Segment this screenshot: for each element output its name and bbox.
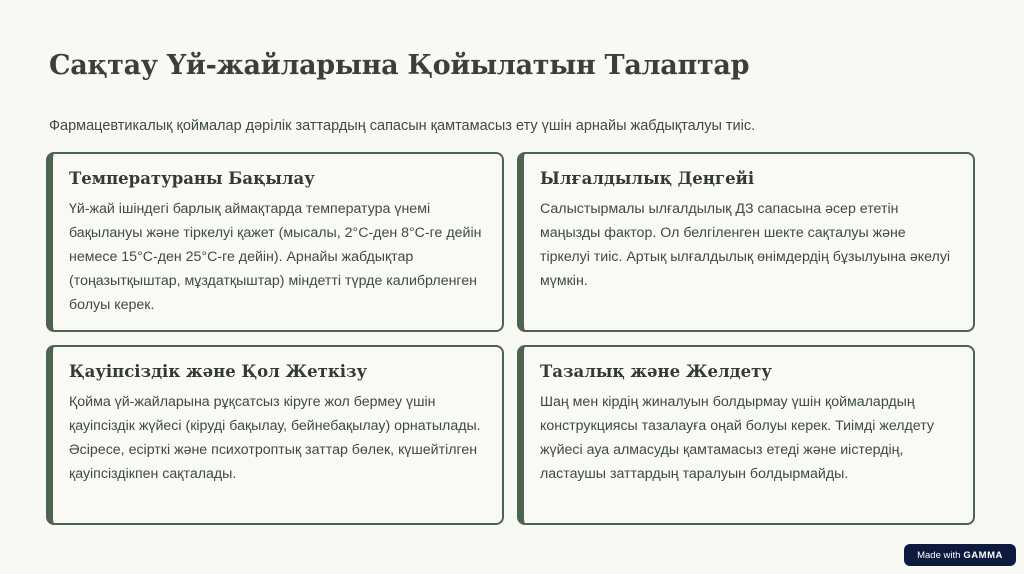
card-text: Үй-жай ішіндегі барлық аймақтарда температура үнемі бақылануы және тіркелуі қажет (мысалы, 2°C-ден 8°C-ге дейін немесе 15°C-ден 25°C-ге дейін). Арнайы жабдықтар (тоңазытқыштар, мұздатқыштар) міндетті түрде калибрленген болуы керек. <box>69 201 482 313</box>
card-humidity-level <box>517 152 975 332</box>
made-with-gamma-badge[interactable] <box>904 544 1016 566</box>
page-subtitle: Фармацевтикалық қоймалар дәрілік заттардың сапасын қамтамасыз ету үшін арнайы жабдықталуы тиіс. <box>49 118 756 134</box>
card-title: Тазалық және Желдету <box>540 362 772 381</box>
card-title: Температураны Бақылау <box>69 169 315 188</box>
card-temperature-control <box>46 152 504 332</box>
page-title: Сақтау Үй-жайларына Қойылатын Талаптар <box>49 50 750 81</box>
card-text: Шаң мен кірдің жиналуын болдырмау үшін қоймалардың конструкциясы тазалауға оңай болуы керек. Тиімді желдету жүйесі ауа алмасуды қамтамасыз етеді және иістердің, ластаушы заттардың таралуын болдырмайды. <box>540 394 934 482</box>
card-cleanliness-ventilation <box>517 345 975 525</box>
gamma-logo-text: GAMMA <box>963 549 1003 561</box>
card-title: Қауіпсіздік және Қол Жеткізу <box>69 362 368 381</box>
card-title: Ылғалдылық Деңгейі <box>540 169 755 188</box>
badge-prefix: Made with <box>917 549 961 561</box>
card-security-access <box>46 345 504 525</box>
card-text: Салыстырмалы ылғалдылық ДЗ сапасына әсер ететін маңызды фактор. Ол белгіленген шекте сақталуы және тіркелуі тиіс. Артық ылғалдылық өнімдердің бұзылуына әкелуі мүмкін. <box>540 201 951 289</box>
card-text: Қойма үй-жайларына рұқсатсыз кіруге жол бермеу үшін қауіпсіздік жүйесі (кіруді бақылау, бейнебақылау) орнатылады. Әсіресе, есірткі және психотроптық заттар бөлек, күшейтілген қауіпсіздікпен сақталады. <box>69 394 481 482</box>
